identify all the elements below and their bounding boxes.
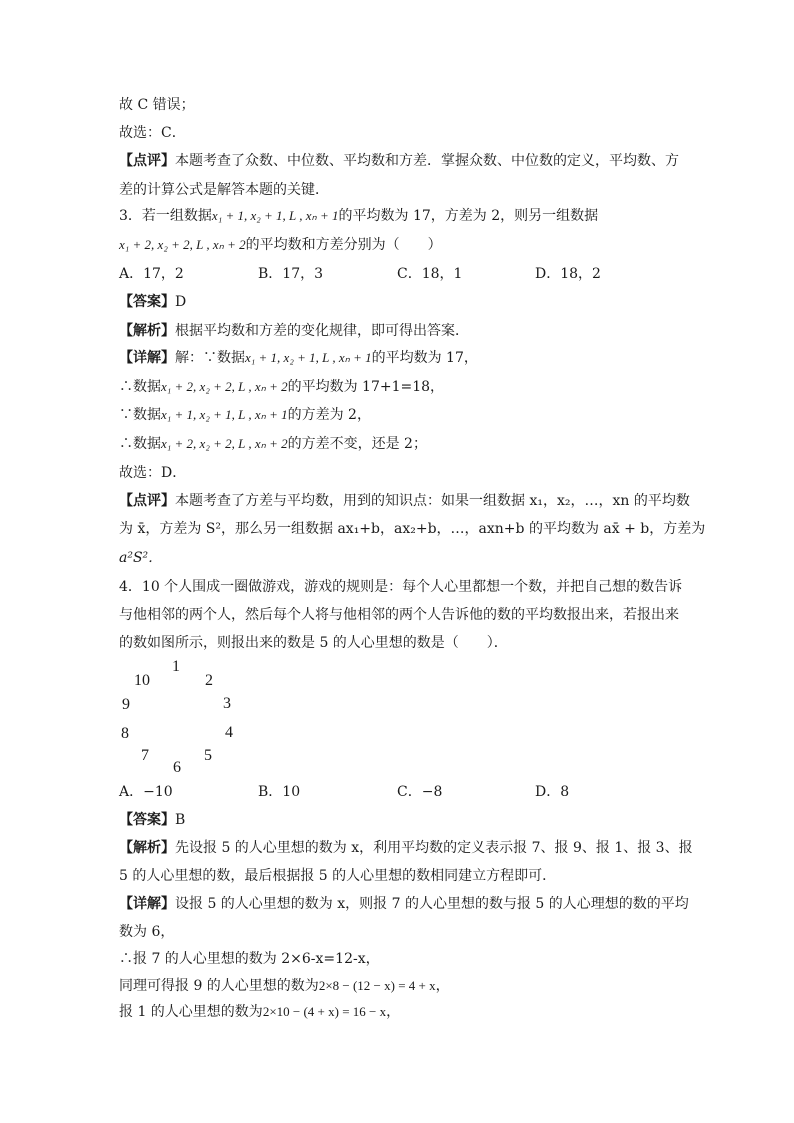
detail-text: 解：∵数据 [175, 350, 245, 366]
option-d: D．8 [535, 784, 570, 800]
question-4-stem: 4．10 个人围成一圈做游戏，游戏的规则是：每个人心里都想一个数，并把自己想的数告诉 [119, 579, 683, 595]
math-expression: x₁ + 2, x₂ + 2, L , xₙ + 2 [161, 436, 288, 451]
q3-math-expression: x₁ + 1, x₂ + 1, L , xₙ + 1 [211, 208, 339, 223]
question-4-stem: 的数如图所示，则报出来的数是 5 的人心里想的数是（ ）． [119, 635, 508, 651]
detail-line [119, 405, 679, 425]
detail-line: ∴报 7 的人心里想的数为 2×6-x=12-x， [119, 951, 380, 967]
text-line: 故选：C． [119, 125, 186, 141]
question-4-stem: 与他相邻的两个人，然后每个人将与他相邻的两个人告诉他的数的平均数报出来，若报出来 [119, 607, 679, 623]
detail-text: 设报 5 的人心里想的数为 x，则报 7 的人心里想的数与报 5 的人心理想的数的平均 [175, 896, 689, 912]
question-3-stem-2 [119, 235, 679, 255]
option-b: B．17，3 [258, 266, 324, 282]
answer-value: B [175, 812, 186, 828]
option-c: C．18，1 [397, 266, 463, 282]
option-a: A．17，2 [119, 266, 184, 282]
circle-number-4: 4 [225, 724, 233, 741]
circle-number-8: 8 [121, 725, 129, 742]
option-a: A．−10 [119, 784, 173, 800]
comment-bracket: 【点评】 [119, 493, 175, 509]
comment-line [119, 491, 690, 511]
comment-text: 本题考查了众数、中位数、平均数和方差．掌握众数、中位数的定义，平均数、方 [175, 153, 679, 169]
text-line: 故 C 错误； [119, 97, 195, 113]
detail-line [119, 1002, 679, 1022]
analysis-bracket: 【解析】 [119, 323, 175, 339]
q3-suffix-2: 的平均数和方差分别为（ ） [245, 237, 442, 253]
math-expression: 2×8 − (12 − x) = 4 + x [318, 978, 436, 993]
detail-text: ， [386, 1004, 401, 1020]
detail-text: 同理可得报 9 的人心里想的数为 [119, 978, 319, 994]
circle-number-5: 5 [204, 747, 212, 764]
analysis-line: 5 的人心里想的数，最后根据报 5 的人心里想的数相同建立方程即可． [119, 868, 557, 884]
detail-bracket: 【详解】 [119, 350, 175, 366]
answer-value: D [175, 294, 187, 310]
detail-text: ， [435, 978, 450, 994]
answer-line [119, 292, 679, 312]
math-expression: x₁ + 1, x₂ + 1, L , xₙ + 1 [161, 407, 288, 422]
q3-suffix: 的平均数为 17，方差为 2，则另一组数据 [338, 208, 599, 224]
comment-text: 本题考查了方差与平均数，用到的知识点：如果一组数据 x₁，x₂，…，xn 的平均数 [175, 493, 690, 509]
comment-bracket: 【点评】 [119, 153, 175, 169]
math-expression: x₁ + 2, x₂ + 2, L , xₙ + 2 [161, 379, 288, 394]
text-line: 差的计算公式是解答本题的关键． [119, 182, 329, 198]
math-expression: 2×10 − (4 + x) = 16 − x [262, 1004, 387, 1019]
answer-line [119, 810, 679, 830]
detail-text: 的方差不变，还是 2； [287, 436, 427, 452]
detail-line [119, 894, 689, 914]
detail-text: 的平均数为 17， [371, 350, 478, 366]
detail-line [119, 377, 679, 397]
detail-text: ∵数据 [119, 407, 161, 423]
comment-line [119, 151, 679, 171]
q3-math-expression-2: x₁ + 2, x₂ + 2, L , xₙ + 2 [119, 237, 246, 252]
question-3-stem [119, 206, 679, 226]
number-circle-figure [119, 656, 259, 776]
comment-line: 为 x̄，方差为 S²，那么另一组数据 ax₁+b，ax₂+b，…，axn+b 的平均数为 ax̄ + b，方差为 [119, 521, 706, 537]
detail-text: 的方差为 2， [287, 407, 371, 423]
comment-line: a²S²． [119, 550, 163, 566]
detail-line [119, 434, 679, 454]
analysis-bracket: 【解析】 [119, 840, 175, 856]
analysis-text: 根据平均数和方差的变化规律，即可得出答案． [175, 323, 469, 339]
q3-prefix: 3．若一组数据 [119, 208, 212, 224]
option-d: D．18，2 [535, 266, 601, 282]
circle-number-6: 6 [173, 759, 181, 776]
detail-bracket: 【详解】 [119, 896, 175, 912]
analysis-text: 先设报 5 的人心里想的数为 x，利用平均数的定义表示报 7、报 9、报 1、报 3、报 [175, 840, 693, 856]
math-expression: x₁ + 1, x₂ + 1, L , xₙ + 1 [245, 350, 372, 365]
circle-number-3: 3 [223, 695, 231, 712]
circle-number-1: 1 [172, 658, 180, 675]
selection-line: 故选：D． [119, 465, 187, 481]
circle-number-9: 9 [122, 696, 130, 713]
option-c: C．−8 [397, 784, 443, 800]
detail-text: ∴数据 [119, 379, 161, 395]
detail-line: 数为 6， [119, 924, 175, 940]
option-b: B．10 [258, 784, 301, 800]
detail-line [119, 348, 679, 368]
analysis-line [119, 321, 679, 341]
circle-number-7: 7 [141, 747, 149, 764]
answer-bracket: 【答案】 [119, 294, 175, 310]
answer-bracket: 【答案】 [119, 812, 175, 828]
detail-text: 报 1 的人心里想的数为 [119, 1004, 263, 1020]
detail-line [119, 976, 679, 996]
analysis-line [119, 838, 693, 858]
detail-text: ∴数据 [119, 436, 161, 452]
detail-text: 的平均数为 17+1=18， [287, 379, 445, 395]
circle-number-2: 2 [205, 672, 213, 689]
circle-number-10: 10 [134, 672, 150, 689]
